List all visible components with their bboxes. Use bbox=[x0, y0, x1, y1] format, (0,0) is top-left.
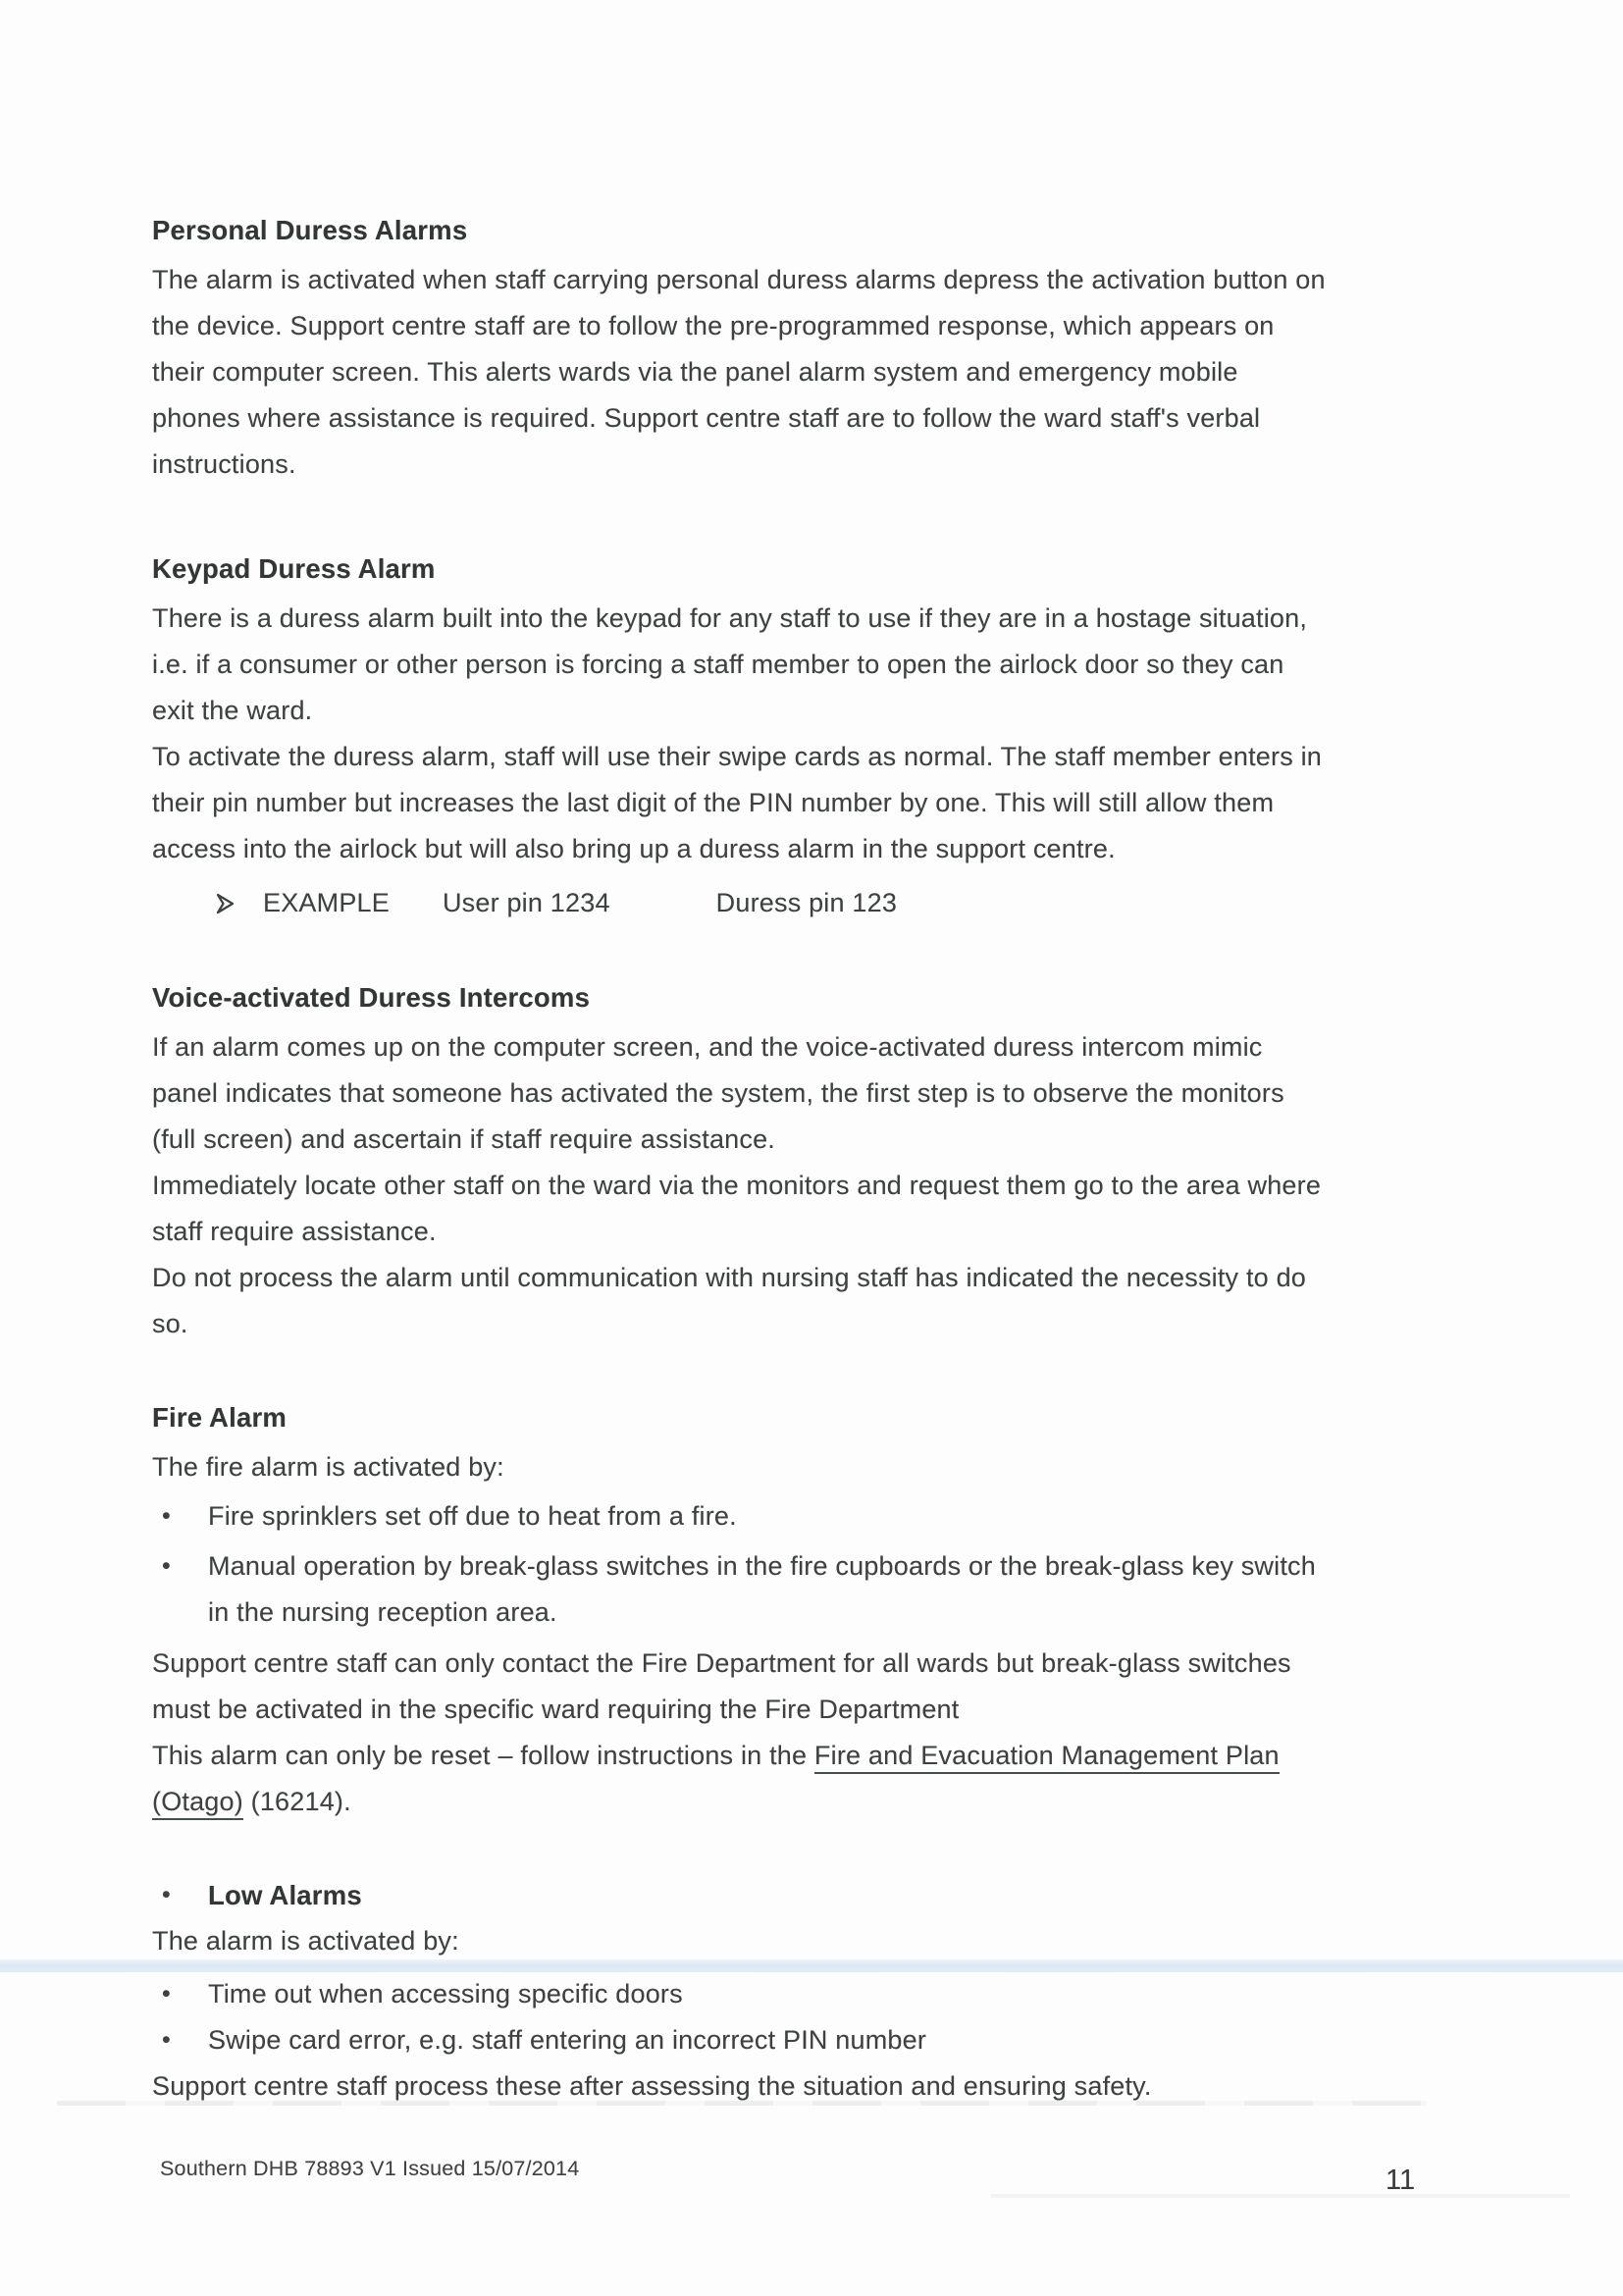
text-line: their computer screen. This alerts wards via the panel alarm system and emergency mobile bbox=[152, 357, 1238, 387]
example-user-pin: User pin 1234 bbox=[442, 888, 610, 917]
paragraph bbox=[152, 1733, 1472, 1825]
text-line: Immediately locate other staff on the ward via the monitors and request them go to the area where bbox=[152, 1171, 1322, 1200]
text-line: (full screen) and ascertain if staff require assistance. bbox=[152, 1124, 775, 1154]
text-line: so. bbox=[152, 1309, 188, 1338]
paragraph bbox=[152, 1641, 1472, 1733]
section-fire-alarm bbox=[152, 1401, 1472, 1825]
page-number: 11 bbox=[1386, 2165, 1416, 2196]
fire-evacuation-plan-link[interactable]: (Otago) bbox=[152, 1787, 243, 1820]
document-body bbox=[152, 214, 1472, 2110]
list-item-text: in the nursing reception area. bbox=[208, 1597, 557, 1627]
footer-document-reference: Southern DHB 78893 V1 Issued 15/07/2014 bbox=[160, 2157, 580, 2180]
text-line: their pin number but increases the last digit of the PIN number by one. This will still allow them bbox=[152, 788, 1275, 817]
reset-instruction-text: This alarm can only be reset – follow instructions in the bbox=[152, 1741, 808, 1770]
text-line: must be activated in the specific ward requiring the Fire Department bbox=[152, 1695, 960, 1724]
text-line: exit the ward. bbox=[152, 696, 313, 725]
fire-evacuation-plan-link[interactable]: Fire and Evacuation Management Plan bbox=[814, 1741, 1280, 1774]
list-item-text: Time out when accessing specific doors bbox=[208, 1979, 683, 2009]
bullet-icon: • bbox=[162, 1980, 171, 2008]
text-line: the device. Support centre staff are to follow the pre-programmed response, which appears on bbox=[152, 311, 1275, 340]
section-voice-activated-duress-intercoms bbox=[152, 981, 1472, 1347]
text-line: Do not process the alarm until communication with nursing staff has indicated the necessity to do bbox=[152, 1263, 1307, 1292]
text-line: There is a duress alarm built into the keypad for any staff to use if they are in a hostage situation, bbox=[152, 603, 1308, 633]
text-line: staff require assistance. bbox=[152, 1217, 437, 1246]
bullet-icon: • bbox=[162, 1881, 171, 1908]
scan-artifact-smudge-line-2 bbox=[991, 2194, 1570, 2198]
list-item-text: Swipe card error, e.g. staff entering an incorrect PIN number bbox=[208, 2025, 927, 2055]
text-line bbox=[152, 1733, 1472, 1779]
text-line: The alarm is activated when staff carrying personal duress alarms depress the activation button on bbox=[152, 265, 1326, 294]
list-item-text: Fire sprinklers set off due to heat from a fire. bbox=[208, 1501, 737, 1531]
text-line bbox=[152, 1779, 1472, 1825]
section-keypad-duress-alarm bbox=[152, 552, 1472, 926]
section-heading: Keypad Duress Alarm bbox=[152, 553, 436, 584]
text-line: i.e. if a consumer or other person is forcing a staff member to open the airlock door so they can bbox=[152, 650, 1284, 679]
text-line: The alarm is activated by: bbox=[152, 1926, 459, 1956]
text-line: phones where assistance is required. Support centre staff are to follow the ward staff's verbal bbox=[152, 403, 1261, 433]
section-low-alarms bbox=[152, 1872, 1472, 2110]
example-pin-row bbox=[152, 880, 1472, 926]
document-number-text: (16214). bbox=[250, 1787, 351, 1816]
example-label: EXAMPLE bbox=[263, 888, 390, 917]
text-line: The fire alarm is activated by: bbox=[152, 1452, 504, 1482]
text-line: To activate the duress alarm, staff will use their swipe cards as normal. The staff member enters in bbox=[152, 742, 1323, 771]
list-item bbox=[152, 2017, 1472, 2063]
text-line: If an alarm comes up on the computer screen, and the voice-activated duress intercom mimic bbox=[152, 1032, 1263, 1062]
section-heading: Voice-activated Duress Intercoms bbox=[152, 982, 591, 1013]
arrowhead-right-icon bbox=[215, 892, 236, 915]
list-item-text: Manual operation by break-glass switches in the fire cupboards or the break-glass key switch bbox=[208, 1551, 1316, 1581]
section-heading: Fire Alarm bbox=[152, 1402, 288, 1433]
section-personal-duress-alarms bbox=[152, 214, 1472, 488]
section-heading: Personal Duress Alarms bbox=[152, 215, 468, 245]
section-heading-row bbox=[152, 1872, 1472, 1918]
section-heading: Low Alarms bbox=[208, 1880, 362, 1910]
bullet-icon: • bbox=[162, 1502, 171, 1530]
text-line: Support centre staff can only contact the Fire Department for all wards but break-glass switches bbox=[152, 1648, 1291, 1678]
text-line: panel indicates that someone has activated the system, the first step is to observe the monitors bbox=[152, 1078, 1284, 1108]
bullet-icon: • bbox=[162, 1552, 171, 1580]
text-line: access into the airlock but will also bring up a duress alarm in the support centre. bbox=[152, 834, 1116, 863]
text-line: Support centre staff process these after assessing the situation and ensuring safety. bbox=[152, 2071, 1152, 2101]
bullet-icon: • bbox=[162, 2026, 171, 2054]
text-line: instructions. bbox=[152, 449, 296, 479]
list-item bbox=[152, 1543, 1472, 1636]
list-item bbox=[152, 1971, 1472, 2017]
example-duress-pin: Duress pin 123 bbox=[715, 888, 898, 917]
list-item bbox=[152, 1493, 1472, 1539]
